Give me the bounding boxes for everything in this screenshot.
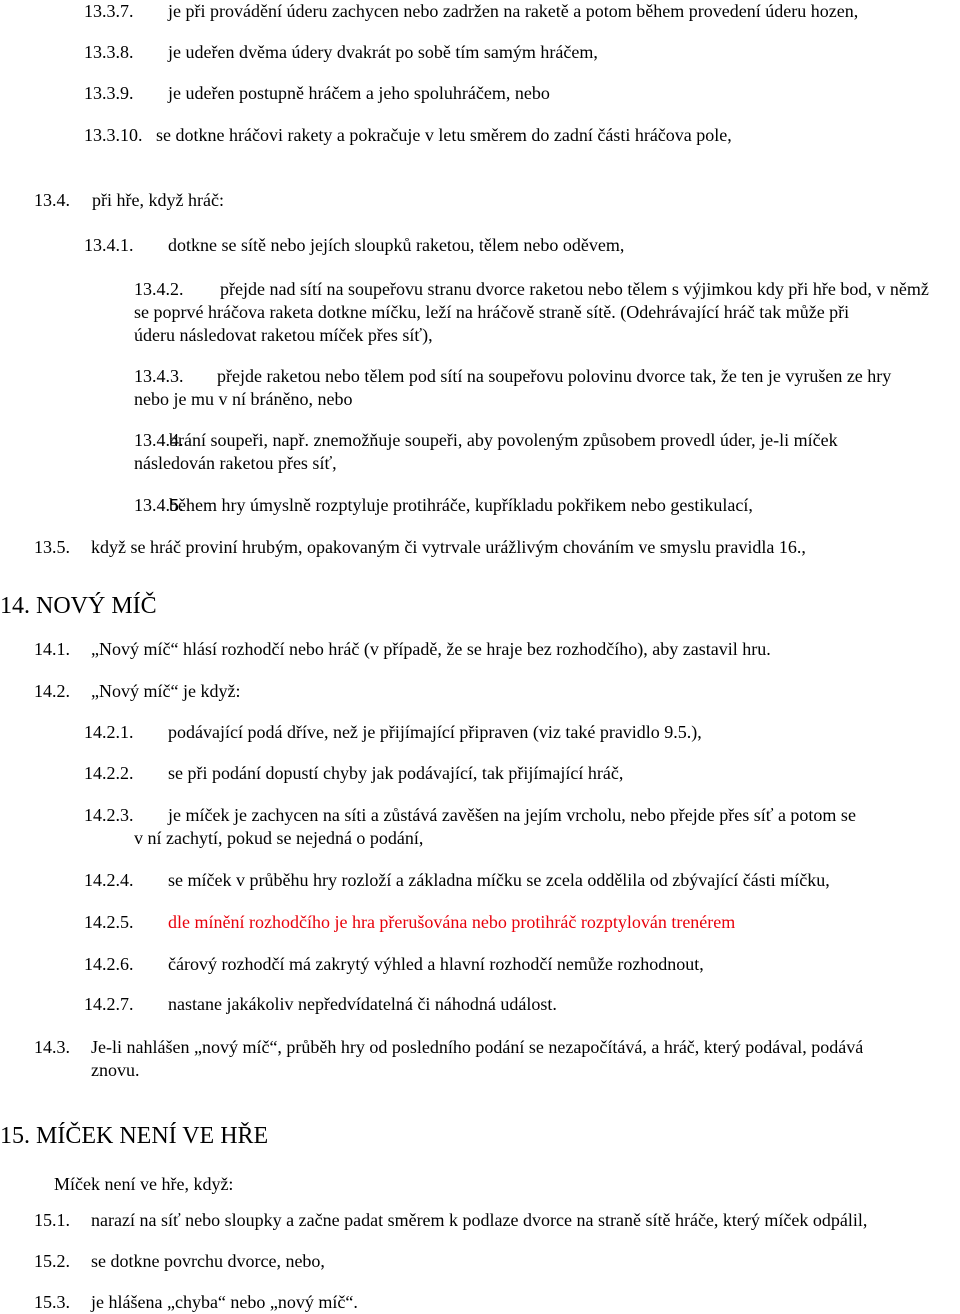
rule-13-4-3-line-2: nebo je mu v ní bráněno, nebo — [134, 389, 353, 409]
rule-number: 13.4.5. — [134, 495, 184, 515]
rule-number: 15.3. — [34, 1292, 70, 1312]
rule-text-line-1: brání soupeři, např. znemožňuje soupeři, aby povoleným způsobem provedl úder, je-li míček — [169, 430, 838, 450]
rule-13-4-4 — [134, 429, 838, 452]
rule-13-5 — [34, 536, 806, 559]
rule-number: 14.2.3. — [84, 805, 134, 825]
rule-14-2-7 — [84, 993, 557, 1016]
rule-number: 13.4.4. — [134, 430, 184, 450]
rule-14-2-4 — [84, 869, 830, 892]
rule-13-4-2-line-3: úderu následovat raketou míček přes síť), — [134, 325, 433, 345]
rule-13-3-7 — [84, 0, 859, 23]
rule-text: se míček v průběhu hry rozloží a základna míčku se zcela oddělila od zbývající části míčku, — [168, 870, 830, 890]
rule-text-line-1: přejde raketou nebo tělem pod sítí na soupeřovu polovinu dvorce tak, že ten je vyrušen ze hry — [217, 366, 892, 386]
rule-text: nastane jakákoliv nepředvídatelná či náhodná událost. — [168, 994, 557, 1014]
rule-number: 15.2. — [34, 1251, 70, 1271]
section-heading-15: 15. MÍČEK NENÍ VE HŘE — [0, 1123, 269, 1149]
rule-number: 14.1. — [34, 639, 70, 659]
rule-14-2-1 — [84, 721, 702, 744]
rule-14-2-5 — [84, 911, 736, 934]
rule-number: 13.4.2. — [134, 279, 184, 299]
rule-text-line-1: Je-li nahlášen „nový míč“, průběh hry od posledního podání se nezapočítává, a hráč, který podával, podává — [91, 1037, 864, 1057]
rule-13-4 — [34, 189, 224, 212]
rule-number: 13.3.10. — [84, 125, 143, 145]
rule-14-2-3 — [84, 804, 856, 827]
rule-13-4-1 — [84, 234, 625, 257]
rule-number: 14.2. — [34, 681, 70, 701]
section-heading-14: 14. NOVÝ MÍČ — [0, 593, 157, 619]
intro-15: Míček není ve hře, když: — [54, 1174, 234, 1194]
rule-14-2-3-line-2: v ní zachytí, pokud se nejedná o podání, — [134, 828, 424, 848]
rule-13-4-2-line-2: se poprvé hráčova raketa dotkne míčku, leží na hráčově straně sítě. (Odehrávající hráč tak může při — [134, 302, 850, 322]
rule-text-highlighted: dle mínění rozhodčího je hra přerušována nebo protihráč rozptylován trenérem — [168, 912, 736, 932]
rule-text: je při provádění úderu zachycen nebo zadržen na raketě a potom během provedení úderu hozen, — [168, 1, 859, 21]
rule-14-1 — [34, 638, 771, 661]
rule-number: 14.2.2. — [84, 763, 134, 783]
rule-14-2-6 — [84, 953, 704, 976]
rule-number: 14.2.1. — [84, 722, 134, 742]
rule-number: 15.1. — [34, 1210, 70, 1230]
rule-text-line-1: je míček je zachycen na síti a zůstává zavěšen na jejím vrcholu, nebo přejde přes síť a potom se — [168, 805, 856, 825]
rule-number: 14.2.6. — [84, 954, 134, 974]
rule-text: když se hráč proviní hrubým, opakovaným či vytrvale urážlivým chováním ve smyslu pravidla 16., — [91, 537, 806, 557]
rule-text: je hlášena „chyba“ nebo „nový míč“. — [91, 1292, 358, 1312]
rule-number: 13.3.9. — [84, 83, 134, 103]
rule-text-line-1: přejde nad sítí na soupeřovu stranu dvorce raketou nebo tělem s výjimkou kdy při hře bod, v němž — [220, 279, 929, 299]
rule-number: 14.2.5. — [84, 912, 134, 932]
rule-number: 13.3.8. — [84, 42, 134, 62]
rule-text: je udeřen postupně hráčem a jeho spoluhráčem, nebo — [168, 83, 550, 103]
rule-text: se dotkne povrchu dvorce, nebo, — [91, 1251, 325, 1271]
rule-number: 14.2.4. — [84, 870, 134, 890]
rule-text: během hry úmyslně rozptyluje protihráče, kupříkladu pokřikem nebo gestikulací, — [169, 495, 753, 515]
rule-number: 14.3. — [34, 1037, 70, 1057]
rule-14-2-2 — [84, 762, 624, 785]
rule-text: se při podání dopustí chyby jak podávající, tak přijímající hráč, — [168, 763, 624, 783]
rule-text: dotkne se sítě nebo jejích sloupků raketou, tělem nebo oděvem, — [168, 235, 625, 255]
rule-13-3-8 — [84, 41, 598, 64]
rule-13-4-5 — [134, 494, 753, 517]
rule-text: při hře, když hráč: — [92, 190, 224, 210]
rule-text: se dotkne hráčovi rakety a pokračuje v letu směrem do zadní části hráčova pole, — [156, 125, 732, 145]
rule-number: 13.4. — [34, 190, 70, 210]
rule-14-3-line-2: znovu. — [91, 1060, 140, 1080]
rule-13-4-3 — [134, 365, 892, 388]
rule-15-2 — [34, 1250, 325, 1273]
rule-text: narazí na síť nebo sloupky a začne padat směrem k podlaze dvorce na straně sítě hráče, který míček odpálil, — [91, 1210, 868, 1230]
rule-14-3 — [34, 1036, 864, 1059]
rule-number: 14.2.7. — [84, 994, 134, 1014]
rule-13-3-9 — [84, 82, 550, 105]
rule-text: čárový rozhodčí má zakrytý výhled a hlavní rozhodčí nemůže rozhodnout, — [168, 954, 704, 974]
rule-text: podávající podá dříve, než je přijímající připraven (viz také pravidlo 9.5.), — [168, 722, 702, 742]
rule-number: 13.3.7. — [84, 1, 134, 21]
rule-text: „Nový míč“ je když: — [91, 681, 241, 701]
rule-15-3 — [34, 1291, 358, 1314]
rule-14-2 — [34, 680, 241, 703]
rule-text: „Nový míč“ hlásí rozhodčí nebo hráč (v případě, že se hraje bez rozhodčího), aby zastavil hru. — [91, 639, 771, 659]
rule-13-4-2 — [134, 278, 929, 301]
rule-text: je udeřen dvěma údery dvakrát po sobě tím samým hráčem, — [168, 42, 598, 62]
rule-15-1 — [34, 1209, 868, 1232]
rule-13-3-10 — [84, 124, 732, 147]
rule-13-4-4-line-2: následován raketou přes síť, — [134, 453, 337, 473]
rule-number: 13.4.1. — [84, 235, 134, 255]
rule-number: 13.4.3. — [134, 366, 184, 386]
rule-number: 13.5. — [34, 537, 70, 557]
